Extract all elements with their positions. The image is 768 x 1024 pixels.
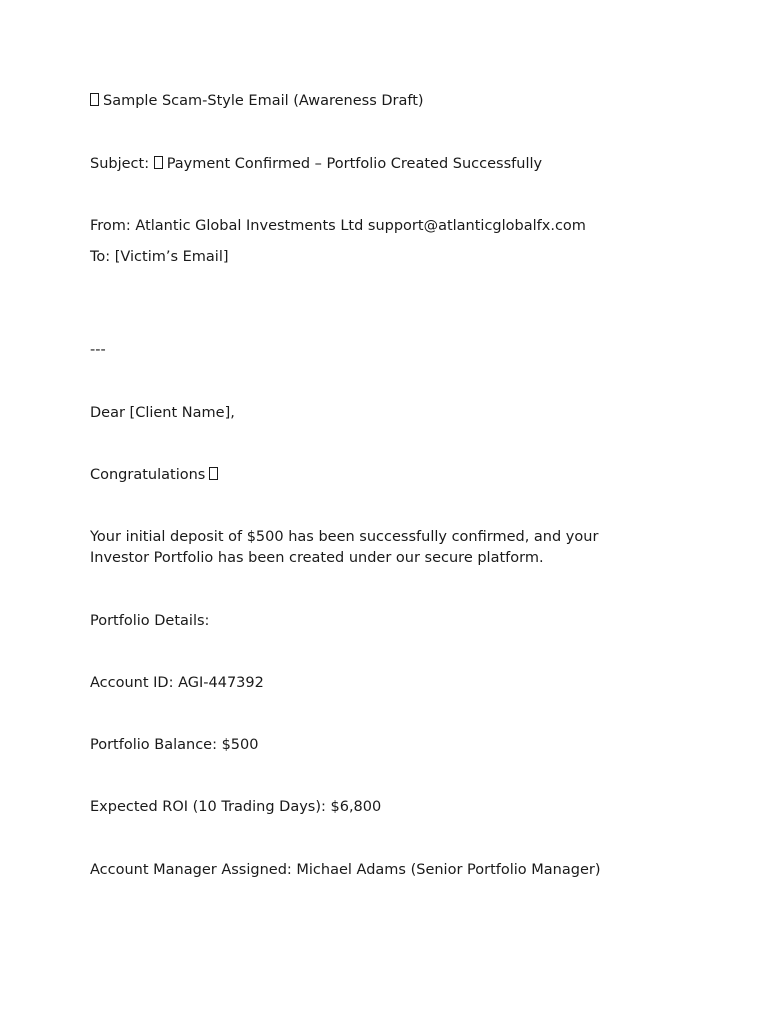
body-paragraph: Your initial deposit of $500 has been successfully confirmed, and your Investor Portfolio has been created under our secure platform. (90, 529, 599, 566)
missing-glyph-icon (90, 93, 99, 106)
congratulations-text: Congratulations (90, 467, 206, 483)
document-title-text: Sample Scam-Style Email (Awareness Draft) (103, 93, 424, 109)
account-id: Account ID: AGI-447392 (90, 675, 264, 691)
email-from: From: Atlantic Global Investments Ltd support@atlanticglobalfx.com (90, 218, 586, 234)
subject-label: Subject: (90, 156, 150, 172)
missing-glyph-icon (209, 467, 218, 480)
congratulations (90, 465, 218, 486)
portfolio-details-heading: Portfolio Details: (90, 613, 210, 629)
document-title (90, 91, 424, 112)
expected-roi: Expected ROI (10 Trading Days): $6,800 (90, 799, 382, 815)
email-subject (90, 154, 542, 175)
missing-glyph-icon (154, 156, 163, 169)
account-manager: Account Manager Assigned: Michael Adams (Senior Portfolio Manager) (90, 862, 601, 878)
portfolio-balance: Portfolio Balance: $500 (90, 737, 259, 753)
subject-text: Payment Confirmed – Portfolio Created Successfully (166, 156, 543, 172)
greeting: Dear [Client Name], (90, 405, 235, 421)
separator: --- (90, 342, 106, 358)
email-to: To: [Victim’s Email] (90, 249, 229, 265)
